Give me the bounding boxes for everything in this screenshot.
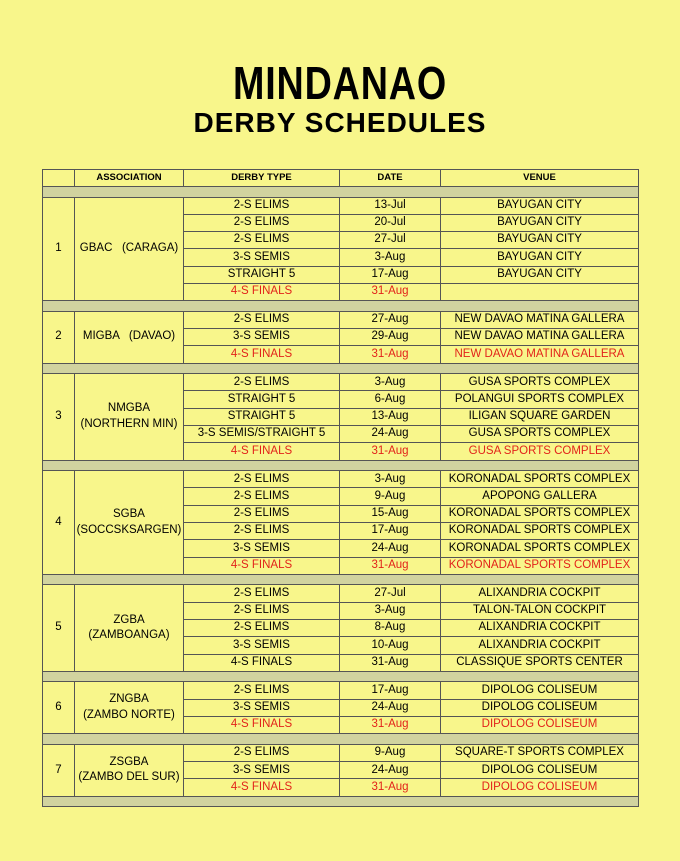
derby-venue: BAYUGAN CITY bbox=[441, 232, 639, 249]
derby-venue: BAYUGAN CITY bbox=[441, 197, 639, 214]
header-venue: VENUE bbox=[441, 170, 639, 187]
separator-cell bbox=[43, 460, 639, 471]
separator-cell bbox=[43, 671, 639, 682]
schedule-row bbox=[43, 682, 639, 699]
derby-date: 31-Aug bbox=[340, 557, 441, 574]
header-row bbox=[43, 170, 639, 187]
derby-type: 4-S FINALS bbox=[184, 654, 340, 671]
derby-type: 4-S FINALS bbox=[184, 717, 340, 734]
page-title: MINDANAO bbox=[232, 57, 447, 109]
derby-type: 3-S SEMIS bbox=[184, 762, 340, 779]
separator-row bbox=[43, 187, 639, 198]
association-name-line: (SOCCSKSARGEN) bbox=[76, 523, 182, 536]
association-name bbox=[75, 197, 184, 301]
derby-venue: DIPOLOG COLISEUM bbox=[441, 717, 639, 734]
association-name-line: ZNGBA bbox=[109, 693, 149, 706]
derby-date: 24-Aug bbox=[340, 540, 441, 557]
derby-venue: ALIXANDRIA COCKPIT bbox=[441, 637, 639, 654]
page-subtitle: DERBY SCHEDULES bbox=[193, 107, 487, 138]
derby-type: 2-S ELIMS bbox=[184, 523, 340, 540]
derby-type: 3-S SEMIS bbox=[184, 637, 340, 654]
schedule-body bbox=[43, 187, 639, 807]
association-name-line: MIGBA (DAVAO) bbox=[82, 330, 176, 343]
derby-venue: KORONADAL SPORTS COMPLEX bbox=[441, 505, 639, 522]
derby-date: 3-Aug bbox=[340, 602, 441, 619]
derby-type: 2-S ELIMS bbox=[184, 311, 340, 328]
derby-date: 17-Aug bbox=[340, 682, 441, 699]
association-name-line: (ZAMBOANGA) bbox=[88, 629, 170, 642]
derby-type: 4-S FINALS bbox=[184, 779, 340, 796]
derby-type: 3-S SEMIS bbox=[184, 329, 340, 346]
derby-type: 4-S FINALS bbox=[184, 283, 340, 300]
derby-venue bbox=[441, 283, 639, 300]
derby-date: 3-Aug bbox=[340, 471, 441, 488]
derby-venue: GUSA SPORTS COMPLEX bbox=[441, 443, 639, 460]
derby-venue: SQUARE-T SPORTS COMPLEX bbox=[441, 744, 639, 761]
derby-type: STRAIGHT 5 bbox=[184, 408, 340, 425]
derby-venue: KORONADAL SPORTS COMPLEX bbox=[441, 557, 639, 574]
derby-venue: ALIXANDRIA COCKPIT bbox=[441, 585, 639, 602]
association-name-line: (ZAMBO DEL SUR) bbox=[78, 771, 180, 784]
separator-cell bbox=[43, 363, 639, 374]
derby-date: 17-Aug bbox=[340, 523, 441, 540]
association-name bbox=[75, 374, 184, 460]
header-date: DATE bbox=[340, 170, 441, 187]
derby-venue: KORONADAL SPORTS COMPLEX bbox=[441, 471, 639, 488]
derby-type: 2-S ELIMS bbox=[184, 620, 340, 637]
derby-venue: DIPOLOG COLISEUM bbox=[441, 779, 639, 796]
derby-date: 9-Aug bbox=[340, 744, 441, 761]
derby-venue: DIPOLOG COLISEUM bbox=[441, 699, 639, 716]
derby-type: 2-S ELIMS bbox=[184, 232, 340, 249]
schedule-row bbox=[43, 374, 639, 391]
association-name-line: NMGBA bbox=[107, 402, 151, 415]
association-name-line: (NORTHERN MIN) bbox=[80, 417, 178, 430]
derby-venue: KORONADAL SPORTS COMPLEX bbox=[441, 540, 639, 557]
derby-type: 3-S SEMIS/STRAIGHT 5 bbox=[184, 426, 340, 443]
separator-cell bbox=[43, 301, 639, 312]
association-name bbox=[75, 471, 184, 575]
derby-date: 24-Aug bbox=[340, 699, 441, 716]
derby-venue: DIPOLOG COLISEUM bbox=[441, 762, 639, 779]
separator-cell bbox=[43, 574, 639, 585]
derby-type: 2-S ELIMS bbox=[184, 682, 340, 699]
derby-date: 13-Jul bbox=[340, 197, 441, 214]
derby-date: 31-Aug bbox=[340, 283, 441, 300]
derby-date: 31-Aug bbox=[340, 654, 441, 671]
derby-date: 24-Aug bbox=[340, 762, 441, 779]
association-number: 1 bbox=[43, 197, 75, 301]
association-number: 6 bbox=[43, 682, 75, 734]
derby-venue: POLANGUI SPORTS COMPLEX bbox=[441, 391, 639, 408]
association-name-line: SGBA bbox=[113, 508, 145, 521]
separator-row bbox=[43, 796, 639, 807]
separator-row bbox=[43, 574, 639, 585]
association-number: 7 bbox=[43, 744, 75, 796]
derby-type: 2-S ELIMS bbox=[184, 585, 340, 602]
association-name bbox=[75, 311, 184, 363]
derby-type: STRAIGHT 5 bbox=[184, 391, 340, 408]
derby-type: 4-S FINALS bbox=[184, 346, 340, 363]
separator-cell bbox=[43, 796, 639, 807]
derby-type: 3-S SEMIS bbox=[184, 540, 340, 557]
derby-date: 10-Aug bbox=[340, 637, 441, 654]
derby-date: 31-Aug bbox=[340, 443, 441, 460]
association-name-line: ZGBA bbox=[113, 613, 145, 626]
derby-type: 4-S FINALS bbox=[184, 557, 340, 574]
association-number: 2 bbox=[43, 311, 75, 363]
derby-venue: BAYUGAN CITY bbox=[441, 266, 639, 283]
derby-venue: NEW DAVAO MATINA GALLERA bbox=[441, 311, 639, 328]
derby-type: 2-S ELIMS bbox=[184, 197, 340, 214]
schedule-row bbox=[43, 471, 639, 488]
schedule-row bbox=[43, 585, 639, 602]
derby-date: 3-Aug bbox=[340, 249, 441, 266]
derby-date: 24-Aug bbox=[340, 426, 441, 443]
association-name-line: GBAC (CARAGA) bbox=[79, 242, 179, 255]
separator-row bbox=[43, 363, 639, 374]
derby-venue: APOPONG GALLERA bbox=[441, 488, 639, 505]
derby-type: 2-S ELIMS bbox=[184, 471, 340, 488]
schedule-table bbox=[42, 169, 639, 807]
derby-venue: GUSA SPORTS COMPLEX bbox=[441, 374, 639, 391]
association-number: 4 bbox=[43, 471, 75, 575]
derby-venue: ILIGAN SQUARE GARDEN bbox=[441, 408, 639, 425]
association-name bbox=[75, 682, 184, 734]
derby-venue: TALON-TALON COCKPIT bbox=[441, 602, 639, 619]
association-name bbox=[75, 744, 184, 796]
derby-date: 20-Jul bbox=[340, 214, 441, 231]
header-num bbox=[43, 170, 75, 187]
derby-date: 27-Jul bbox=[340, 232, 441, 249]
derby-date: 3-Aug bbox=[340, 374, 441, 391]
derby-type: STRAIGHT 5 bbox=[184, 266, 340, 283]
derby-type: 2-S ELIMS bbox=[184, 744, 340, 761]
derby-date: 31-Aug bbox=[340, 717, 441, 734]
derby-date: 27-Aug bbox=[340, 311, 441, 328]
derby-date: 9-Aug bbox=[340, 488, 441, 505]
derby-type: 2-S ELIMS bbox=[184, 374, 340, 391]
derby-type: 3-S SEMIS bbox=[184, 249, 340, 266]
derby-venue: ALIXANDRIA COCKPIT bbox=[441, 620, 639, 637]
schedule-row bbox=[43, 744, 639, 761]
derby-type: 2-S ELIMS bbox=[184, 505, 340, 522]
separator-row bbox=[43, 301, 639, 312]
derby-type: 2-S ELIMS bbox=[184, 602, 340, 619]
derby-date: 13-Aug bbox=[340, 408, 441, 425]
association-name-line: ZSGBA bbox=[109, 755, 149, 768]
derby-venue: GUSA SPORTS COMPLEX bbox=[441, 426, 639, 443]
derby-date: 29-Aug bbox=[340, 329, 441, 346]
schedule-row bbox=[43, 197, 639, 214]
derby-type: 2-S ELIMS bbox=[184, 488, 340, 505]
derby-venue: NEW DAVAO MATINA GALLERA bbox=[441, 346, 639, 363]
derby-date: 6-Aug bbox=[340, 391, 441, 408]
derby-venue: BAYUGAN CITY bbox=[441, 214, 639, 231]
separator-cell bbox=[43, 187, 639, 198]
schedule-row bbox=[43, 311, 639, 328]
derby-venue: NEW DAVAO MATINA GALLERA bbox=[441, 329, 639, 346]
header-association: ASSOCIATION bbox=[75, 170, 184, 187]
separator-row bbox=[43, 671, 639, 682]
derby-venue: BAYUGAN CITY bbox=[441, 249, 639, 266]
derby-venue: DIPOLOG COLISEUM bbox=[441, 682, 639, 699]
separator-row bbox=[43, 460, 639, 471]
separator-cell bbox=[43, 734, 639, 745]
derby-venue: CLASSIQUE SPORTS CENTER bbox=[441, 654, 639, 671]
derby-date: 17-Aug bbox=[340, 266, 441, 283]
association-number: 5 bbox=[43, 585, 75, 671]
derby-date: 15-Aug bbox=[340, 505, 441, 522]
derby-date: 31-Aug bbox=[340, 346, 441, 363]
derby-venue: KORONADAL SPORTS COMPLEX bbox=[441, 523, 639, 540]
derby-type: 2-S ELIMS bbox=[184, 214, 340, 231]
association-name-line: (ZAMBO NORTE) bbox=[83, 708, 175, 721]
header-derby-type: DERBY TYPE bbox=[184, 170, 340, 187]
separator-row bbox=[43, 734, 639, 745]
derby-date: 8-Aug bbox=[340, 620, 441, 637]
derby-type: 4-S FINALS bbox=[184, 443, 340, 460]
derby-type: 3-S SEMIS bbox=[184, 699, 340, 716]
derby-date: 27-Jul bbox=[340, 585, 441, 602]
association-number: 3 bbox=[43, 374, 75, 460]
association-name bbox=[75, 585, 184, 671]
derby-date: 31-Aug bbox=[340, 779, 441, 796]
